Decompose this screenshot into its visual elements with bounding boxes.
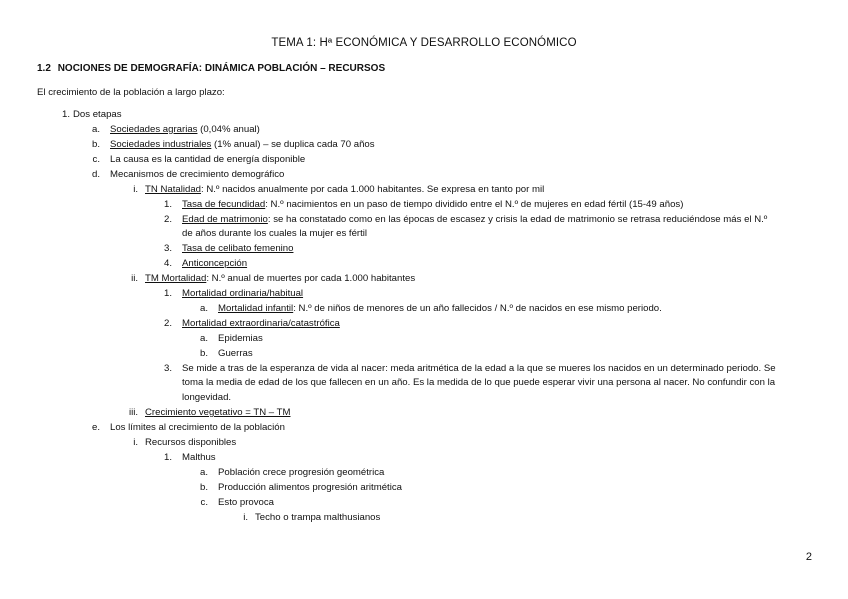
section-title: NOCIONES DE DEMOGRAFÍA: DINÁMICA POBLACIÓN – RECURSOS: [57, 63, 386, 74]
list-text-continuation: longevidad.: [182, 392, 232, 403]
list-text: Producción alimentos progresión aritmética: [218, 482, 402, 493]
list-marker: 3.: [163, 243, 172, 254]
underlined-term: Sociedades industriales: [110, 139, 212, 150]
list-text: La causa es la cantidad de energía disponible: [110, 154, 306, 165]
underlined-term: Crecimiento vegetativo = TN – TM: [145, 407, 291, 418]
underlined-term: Sociedades agrarias: [110, 124, 198, 135]
list-text: : N.º de niños de menores de un año fallecidos / N.º de nacidos en ese mismo periodo.: [293, 303, 662, 314]
underlined-term: Edad de matrimonio: [182, 214, 268, 225]
list-text: (0,04% anual): [197, 124, 260, 135]
list-marker: iii.: [128, 407, 138, 418]
list-marker: 1.: [163, 199, 172, 210]
list-marker: 1.: [163, 288, 172, 299]
list-marker: b.: [199, 348, 208, 359]
underlined-term: Tasa de fecundidad: [182, 199, 266, 210]
page-title: TEMA 1: Hª ECONÓMICA Y DESARROLLO ECONÓMICO: [271, 37, 577, 49]
underlined-term: TM Mortalidad: [145, 273, 207, 284]
list-text: Dos etapas: [73, 109, 122, 120]
list-marker: 1.: [163, 452, 172, 463]
list-marker: a.: [199, 333, 208, 344]
list-text: Población crece progresión geométrica: [218, 467, 385, 478]
list-text: Mecanismos de crecimiento demográfico: [110, 169, 285, 180]
list-marker: 2.: [163, 214, 172, 225]
section-number: 1.2: [37, 63, 51, 74]
list-text: Se mide a tras de la esperanza de vida al nacer: meda aritmética de la edad a la que se mueres los nacidos en un determinado periodo. Se: [182, 363, 776, 374]
list-text-continuation: toma la media de edad de los que fallecen en un año. Es la medida de lo que puede esperar vivir una persona al nacer. No confundir con la: [182, 377, 776, 388]
list-text: : N.º anual de muertes por cada 1.000 habitantes: [206, 273, 416, 284]
section-heading: [37, 63, 385, 74]
list-text: (1% anual) – se duplica cada 70 años: [211, 139, 375, 150]
list-marker: 1.: [61, 109, 70, 120]
underlined-term: Mortalidad infantil: [218, 303, 294, 314]
underlined-term: TN Natalidad: [145, 184, 201, 195]
list-text-continuation: de años durante los cuales la mujer es fértil: [182, 228, 368, 239]
list-marker: a.: [91, 124, 100, 135]
underlined-term: Anticoncepción: [182, 258, 248, 269]
list-text: Recursos disponibles: [145, 437, 237, 448]
list-marker: a.: [199, 467, 208, 478]
list-text: : N.º nacidos anualmente por cada 1.000 habitantes. Se expresa en tanto por mil: [201, 184, 545, 195]
list-marker: i.: [243, 512, 248, 523]
list-marker: i.: [133, 437, 138, 448]
list-marker: e.: [91, 422, 100, 433]
underlined-term: Tasa de celibato femenino: [182, 243, 294, 254]
underlined-term: Mortalidad extraordinaria/catastrófica: [182, 318, 340, 329]
list-marker: 3.: [163, 363, 172, 374]
list-marker: b.: [91, 139, 100, 150]
list-text: Malthus: [182, 452, 216, 463]
list-text: Epidemias: [218, 333, 263, 344]
list-text: Techo o trampa malthusianos: [255, 512, 381, 523]
list-marker: c.: [92, 154, 100, 165]
list-text: Guerras: [218, 348, 253, 359]
list-text: : N.º nacimientos en un paso de tiempo dividido entre el N.º de mujeres en edad fértil (15-49 años): [265, 199, 684, 210]
list-marker: ii.: [131, 273, 138, 284]
list-marker: a.: [199, 303, 208, 314]
list-marker: i.: [133, 184, 138, 195]
page-number: 2: [805, 551, 812, 563]
list-marker: b.: [199, 482, 208, 493]
intro-paragraph: El crecimiento de la población a largo plazo:: [37, 87, 225, 98]
underlined-term: Mortalidad ordinaria/habitual: [182, 288, 304, 299]
list-text: Esto provoca: [218, 497, 274, 508]
list-marker: 2.: [163, 318, 172, 329]
list-text: Los límites al crecimiento de la población: [110, 422, 285, 433]
list-marker: d.: [91, 169, 100, 180]
list-text: : se ha constatado como en las épocas de escasez y crisis la edad de matrimonio se retrasa reduciéndose más el N.º: [267, 214, 768, 225]
list-marker: 4.: [163, 258, 172, 269]
list-marker: c.: [200, 497, 208, 508]
